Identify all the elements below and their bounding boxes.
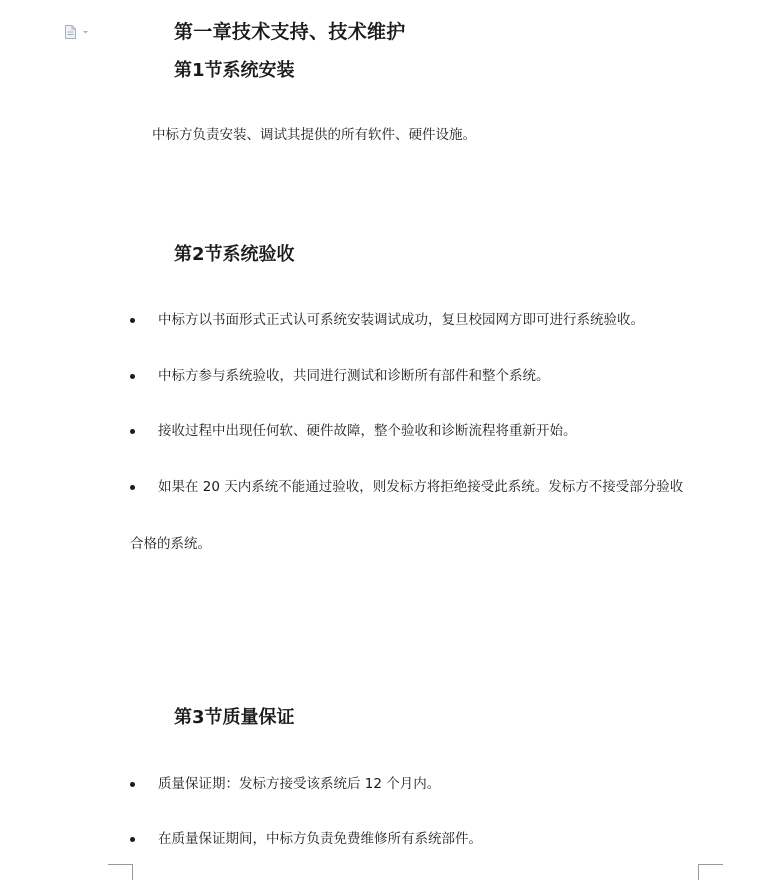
list-item-text: 接收过程中出现任何软、硬件故障，整个验收和诊断流程将重新开始。	[158, 423, 577, 439]
list-item-text: 中标方以书面形式正式认可系统安装调试成功，复旦校园网方即可进行系统验收。	[158, 312, 644, 328]
chapter-title: 第一章技术支持、技术维护	[174, 21, 406, 43]
bullet-dot	[130, 318, 135, 323]
page-corner-mark-right	[698, 864, 723, 880]
bullet-dot	[130, 429, 135, 434]
list-item	[126, 773, 706, 795]
bullet-dot	[130, 374, 135, 379]
bullet-dot	[130, 782, 135, 787]
list-item	[126, 476, 706, 498]
list-item-text: 如果在 20 天内系统不能通过验收，则发标方将拒绝接受此系统。发标方不接受部分验收	[158, 479, 684, 495]
list-item-text: 中标方参与系统验收，共同进行测试和诊断所有部件和整个系统。	[158, 368, 550, 384]
document-icon	[64, 24, 90, 40]
list-item	[126, 365, 706, 387]
section-title-3: 第3节质量保证	[174, 707, 295, 728]
chevron-down-icon	[83, 31, 88, 34]
list-item	[126, 828, 706, 850]
list-item-text: 在质量保证期间，中标方负责免费维修所有系统部件。	[158, 831, 482, 847]
section-title-1: 第1节系统安装	[174, 60, 295, 81]
list-item	[126, 309, 706, 331]
document-menu[interactable]	[64, 24, 90, 40]
bullet-dot	[130, 837, 135, 842]
list-item-text: 质量保证期：发标方接受该系统后 12 个月内。	[158, 776, 441, 792]
page-corner-mark-left	[108, 864, 133, 880]
list-item	[126, 420, 706, 442]
section-title-2: 第2节系统验收	[174, 244, 295, 265]
section-1-paragraph: 中标方负责安装、调试其提供的所有软件、硬件设施。	[152, 127, 476, 143]
list-item-continuation: 合格的系统。	[130, 536, 211, 552]
bullet-dot	[130, 485, 135, 490]
